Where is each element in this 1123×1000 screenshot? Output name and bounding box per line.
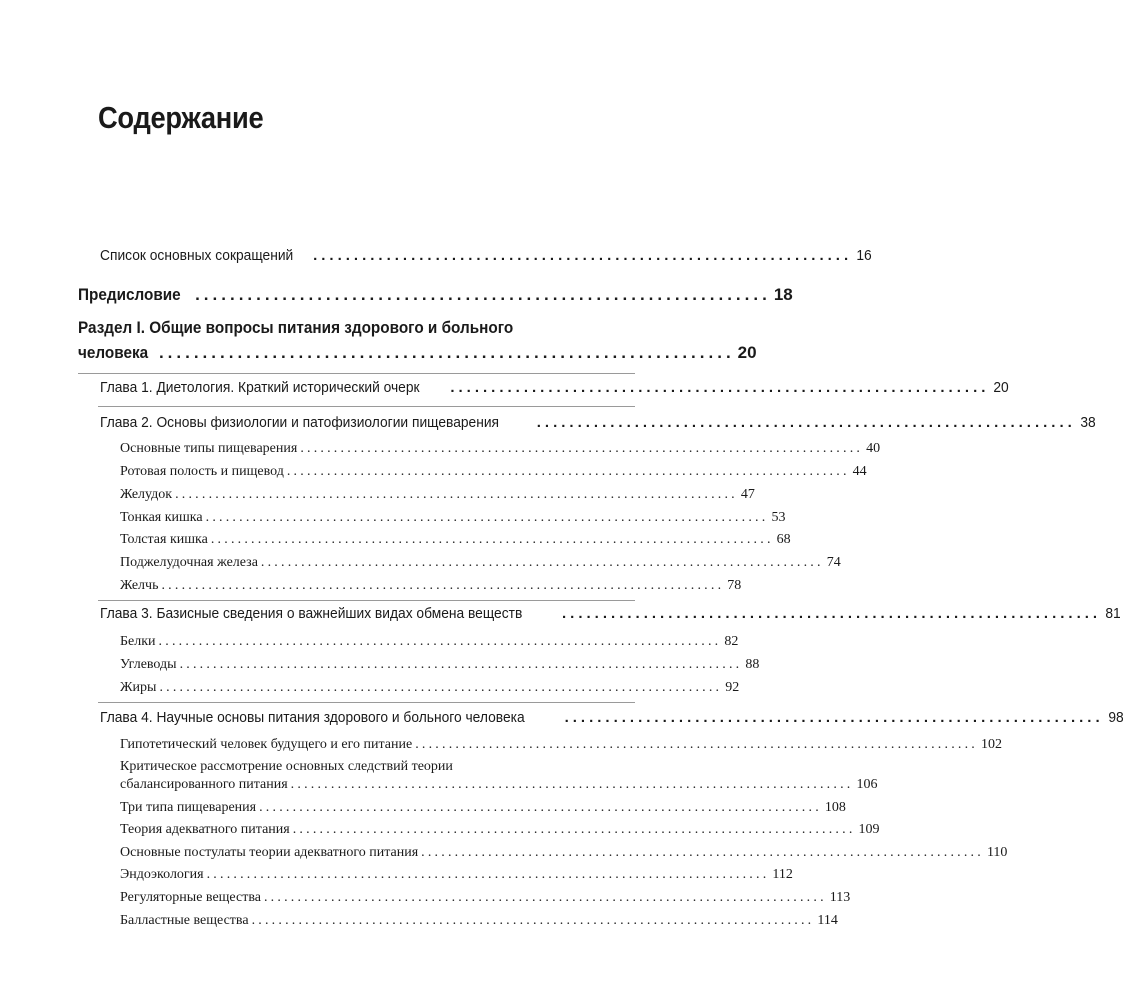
toc-entry-page: 82 [724,634,739,649]
toc-entry-page: 109 [858,822,880,837]
toc-entry-page: 106 [856,777,878,792]
toc-entry-title: Белки [120,634,156,649]
dot-leader: .................................................................................... [286,464,850,479]
dot-leader: .................................................................................... [206,867,770,882]
page-title: Содержание [98,100,264,135]
dot-leader: .................................................................................... [158,634,722,649]
toc-entry-page: 20 [993,379,1010,396]
toc-entry-preface[interactable] [78,285,793,305]
toc-entry-title: Теория адекватного питания [120,822,290,837]
toc-subentry[interactable] [120,464,867,480]
toc-subentry[interactable] [120,578,742,594]
dot-leader: .................................................................................... [251,913,815,928]
toc-entry-title: Основные типы пищеварения [120,441,298,456]
dot-leader: .................................................................................... [263,890,827,905]
toc-entry-page: 102 [981,737,1003,752]
toc-entry-page: 18 [773,285,793,304]
toc-entry-page: 78 [727,578,742,593]
toc-entry-title: Поджелудочная железа [120,555,258,570]
dot-leader: .................................................................. [450,379,990,396]
toc-entry-title: Желчь [120,578,159,593]
toc-subentry[interactable] [120,680,740,696]
toc-entry-page: 40 [866,441,881,456]
toc-entry-page: 68 [776,532,791,547]
dot-leader: .................................................................................... [260,555,824,570]
toc-subentry[interactable] [120,913,838,929]
dot-leader: .................................................................. [195,285,771,304]
toc-entry-page: 108 [824,800,846,815]
toc-entry-page: 81 [1105,605,1121,622]
dot-leader: .................................................................. [562,605,1102,622]
toc-entry-page: 47 [740,487,755,502]
toc-entry-page: 113 [829,890,851,905]
dot-leader: .................................................................................... [292,822,856,837]
toc-entry-page: 110 [986,845,1008,860]
toc-subentry[interactable] [120,487,755,503]
dot-leader: .................................................................................... [300,441,864,456]
toc-entry-title: Регуляторные вещества [120,890,261,905]
toc-entry-chapter-2[interactable] [100,414,1096,431]
dot-leader: .................................................................................... [161,578,725,593]
divider [78,373,635,374]
toc-entry-page: 16 [856,247,872,264]
toc-entry-page: 74 [826,555,841,570]
toc-subentry[interactable] [120,532,791,548]
dot-leader: .................................................................................... [421,845,984,860]
toc-subentry[interactable] [120,737,1003,753]
toc-entry-chapter-3[interactable] [100,605,1121,622]
toc-entry-abbreviations[interactable] [100,247,872,264]
toc-entry-page: 92 [725,680,740,695]
divider [98,406,635,407]
toc-entry-title: Желудок [120,487,173,502]
toc-entry-page: 98 [1107,709,1123,726]
dot-leader: .................................................................................... [175,487,738,502]
toc-subentry[interactable] [120,822,880,838]
toc-entry-title: Основные постулаты теории адекватного питания [120,845,419,860]
toc-entry-title: Толстая кишка [120,532,208,547]
toc-entry-page: 20 [737,343,757,362]
toc-entry-title: Предисловие [78,285,181,304]
toc-subentry[interactable] [120,510,786,526]
toc-entry-page: 53 [771,510,786,525]
toc-entry-title: Гипотетический человек будущего и его питание [120,737,413,752]
dot-leader: .................................................................................... [415,737,979,752]
toc-subentry-title-line1[interactable]: Критическое рассмотрение основных следствий теории [120,759,453,774]
dot-leader: .................................................................................... [210,532,774,547]
toc-subentry[interactable] [120,800,846,816]
toc-entry-title: Эндоэкология [120,867,204,882]
toc-entry-title: Глава 3. Базисные сведения о важнейших видах обмена веществ [100,605,523,622]
toc-subentry[interactable] [120,845,1008,861]
toc-entry-title: Список основных сокращений [100,247,294,264]
toc-entry-page: 114 [817,913,838,928]
toc-subentry[interactable] [120,890,851,906]
toc-entry-title: Глава 2. Основы физиологии и патофизиологии пищеварения [100,414,500,431]
toc-entry-title: Тонкая кишка [120,510,203,525]
toc-entry-page: 44 [852,464,867,479]
toc-entry-title: Три типа пищеварения [120,800,257,815]
dot-leader: .................................................................. [536,414,1076,431]
dot-leader: .................................................................................... [159,680,723,695]
toc-subentry[interactable] [120,657,760,673]
toc-entry-title: сбалансированного питания [120,777,288,792]
toc-subentry[interactable] [120,634,739,650]
toc-entry-title: Жиры [120,680,157,695]
dot-leader: .................................................................................... [290,777,854,792]
dot-leader: .................................................................................... [205,510,769,525]
toc-subentry[interactable] [120,777,878,793]
dot-leader: .................................................................................... [179,657,743,672]
toc-entry-title: Ротовая полость и пищевод [120,464,284,479]
toc-subentry[interactable] [120,555,841,571]
toc-subentry[interactable] [120,441,881,457]
toc-entry-page: 38 [1080,414,1096,431]
toc-entry-chapter-4[interactable] [100,709,1123,726]
toc-entry-title: Глава 1. Диетология. Краткий исторический очерк [100,379,420,396]
toc-entry-title: Углеводы [120,657,177,672]
toc-section-title-line1[interactable]: Раздел I. Общие вопросы питания здорового и больного [78,318,514,337]
toc-entry-title: человека [78,343,149,362]
toc-entry-title: Глава 4. Научные основы питания здорового и больного человека [100,709,525,726]
divider [98,600,635,601]
toc-entry-section-1[interactable] [78,343,757,363]
dot-leader: .................................................................. [158,343,735,362]
toc-entry-title: Балластные вещества [120,913,249,928]
dot-leader: .................................................................. [564,709,1104,726]
toc-subentry[interactable] [120,867,793,883]
divider [98,702,635,703]
toc-entry-chapter-1[interactable] [100,379,1010,396]
toc-entry-page: 112 [772,867,793,882]
dot-leader: .................................................................. [313,247,853,264]
toc-entry-page: 88 [745,657,760,672]
dot-leader: .................................................................................... [259,800,822,815]
